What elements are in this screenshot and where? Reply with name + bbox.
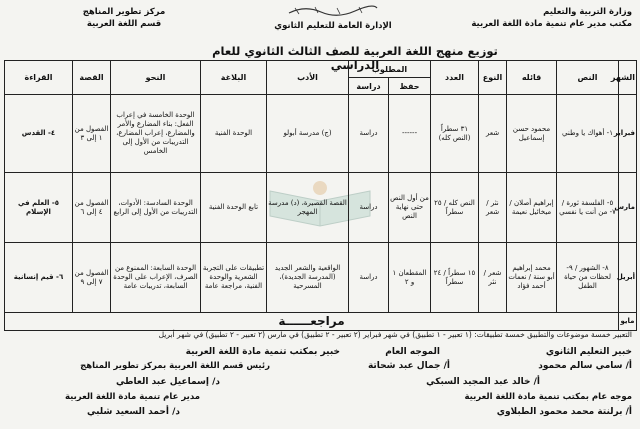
cell-count: ١٥ سطراً / ٢٤ سطراً	[431, 243, 479, 313]
cell-text: ٨- الشهور / ٩- لحظات من حياة الطفل	[557, 243, 619, 313]
sig-name-3: د/ إسماعيل عبد العاطي	[115, 377, 220, 387]
table-row	[5, 243, 637, 313]
header-admin-block	[258, 4, 408, 32]
col-month: الشهر	[619, 61, 637, 95]
cell-count: ٣١ سطراً (النص كله)	[431, 95, 479, 173]
cell-story: الفصول من ٤ إلى ٦	[73, 173, 111, 243]
sig-title-expert-secondary: خبير التعليم الثانوي	[545, 347, 632, 357]
cell-poet: إبراهيم أصلان / ميخائيل نعيمة	[507, 173, 557, 243]
cell-poet: محمود حسن إسماعيل	[507, 95, 557, 173]
cell-type: شعر / نثر	[479, 243, 507, 313]
header-center-block	[64, 6, 184, 30]
page-title: توزيع منهج اللغة العربية للصف الثالث الثانوي للعام الدراسي	[212, 44, 498, 72]
cell-text: ١- أهواك يا وطني	[557, 95, 619, 173]
col-required: المطلوب	[349, 61, 431, 78]
cell-literature: الواقعية والشعر الجديد (المدرسة الجديدة)، المسرحية	[267, 243, 349, 313]
col-story: القصة	[73, 61, 111, 95]
cell-grammar: الوحدة السابعة: الممنوع من الصرف، الإعراب على الوحدة السابعة، تدريبات عامة	[111, 243, 201, 313]
col-rhetoric: البلاغة	[201, 61, 267, 95]
sig-name-6: د/ أحمد السعيد شلبي	[87, 407, 180, 417]
cell-literature: القصة القصيرة، (د) مدرسة المهجر	[267, 173, 349, 243]
cell-text: ٥- الفلسفة ثورة / ٧- من أنت يا نفسي	[557, 173, 619, 243]
col-poet: قائله	[507, 61, 557, 95]
office-name: مكتب مدير عام تنمية مادة اللغة العربية	[471, 19, 632, 29]
cell-story: الفصول من ٧ إلى ٩	[73, 243, 111, 313]
center-name: مركز تطوير المناهج	[82, 7, 166, 17]
col-type: النوع	[479, 61, 507, 95]
sig-title-head-center: رئيس قسم اللغة العربية بمركز تطوير المناهج	[80, 361, 270, 371]
cell-memorize: من أول النص حتى نهاية النص	[389, 173, 431, 243]
col-count: العدد	[431, 61, 479, 95]
cell-memorize: ------	[389, 95, 431, 173]
table-header-row	[5, 61, 637, 78]
cell-story: الفصول من ١ إلى ٣	[73, 95, 111, 173]
col-literature: الأدب	[267, 61, 349, 95]
calligraphy-logo-icon	[285, 4, 381, 16]
cell-month: مارس	[619, 173, 637, 243]
sig-name-4: أ/ خالد عبد المجيد السبكي	[426, 377, 540, 387]
col-reading: القراءة	[5, 61, 73, 95]
dept-name: قسم اللغة العربية	[86, 19, 162, 29]
table-row	[5, 173, 637, 243]
cell-study: دراسة	[349, 243, 389, 313]
cell-reading: ٦- قيم إنسانية	[5, 243, 73, 313]
sig-title-director: مدير عام تنمية مادة اللغة العربية	[64, 392, 200, 402]
cell-literature: (ج) مدرسة أبولو	[267, 95, 349, 173]
cell-type: نثر / شعر	[479, 173, 507, 243]
cell-memorize: المقطعان ١ و ٢	[389, 243, 431, 313]
cell-rhetoric: الوحدة الفنية	[201, 95, 267, 173]
cell-rhetoric: تابع الوحدة الفنية	[201, 173, 267, 243]
sig-title-expert-office: خبير بمكتب تنمية مادة اللغة العربية	[185, 347, 340, 357]
cell-month: أبريل	[619, 243, 637, 313]
cell-grammar: الوحدة الخامسة في إعراب الفعل: بناء المضارع والأمر والمضارع، إعراب المضارع، التدريبات من الأول إلى الخامس	[111, 95, 201, 173]
cell-count: النص كله / ٢٥ سطراً	[431, 173, 479, 243]
cell-rhetoric: تطبيقات على التجربة الشعرية والوحدة الفنية، مراجعة عامة	[201, 243, 267, 313]
cell-reading: ٤- القدس	[5, 95, 73, 173]
cell-poet: محمد إبراهيم أبو سنة / نعمات أحمد فؤاد	[507, 243, 557, 313]
cell-study: دراسة	[349, 95, 389, 173]
table-row	[5, 313, 637, 331]
sig-title-general-inspector: الموجه العام	[385, 347, 440, 357]
cell-month: فبراير	[619, 95, 637, 173]
table-row	[5, 95, 637, 173]
col-text: النص	[557, 61, 619, 95]
col-study: دراسة	[349, 78, 389, 95]
sig-name-5: أ/ برلنتة محمد محمود الطبلاوي	[496, 407, 632, 417]
cell-month: مايو	[619, 313, 637, 331]
cell-review: مراجعــــــة	[5, 313, 619, 331]
sig-name-1: أ/ سامي سالم محمود	[538, 361, 632, 371]
cell-reading: ٥- العلم في الإسلام	[5, 173, 73, 243]
ministry-name: وزارة التربية والتعليم	[543, 7, 632, 17]
general-admin-name: الإدارة العامة للتعليم الثانوي	[274, 21, 392, 31]
sig-name-2: أ/ جمال عبد شحاتة	[367, 361, 450, 371]
cell-study: دراسة	[349, 173, 389, 243]
col-memorize: حفظ	[389, 78, 431, 95]
cell-type: شعر	[479, 95, 507, 173]
col-grammar: النحو	[111, 61, 201, 95]
header-ministry-block	[402, 6, 632, 30]
curriculum-table	[4, 60, 637, 331]
cell-grammar: الوحدة السادسة: الأدوات، التدريبات من الأول إلى الرابع	[111, 173, 201, 243]
notes-text: التعبير خمسة موضوعات والتطبيق خمسة تطبيقات: (١ تعبير - ١ تطبيق) في شهر فبراير (٢ تعبير - ٢ تطبيق) في مارس (٢ تعبير - ٢ تطبيق) في شهر أبريل	[158, 330, 632, 339]
sig-title-inspector-office: موجه عام بمكتب تنمية مادة اللغة العربية	[464, 392, 632, 402]
